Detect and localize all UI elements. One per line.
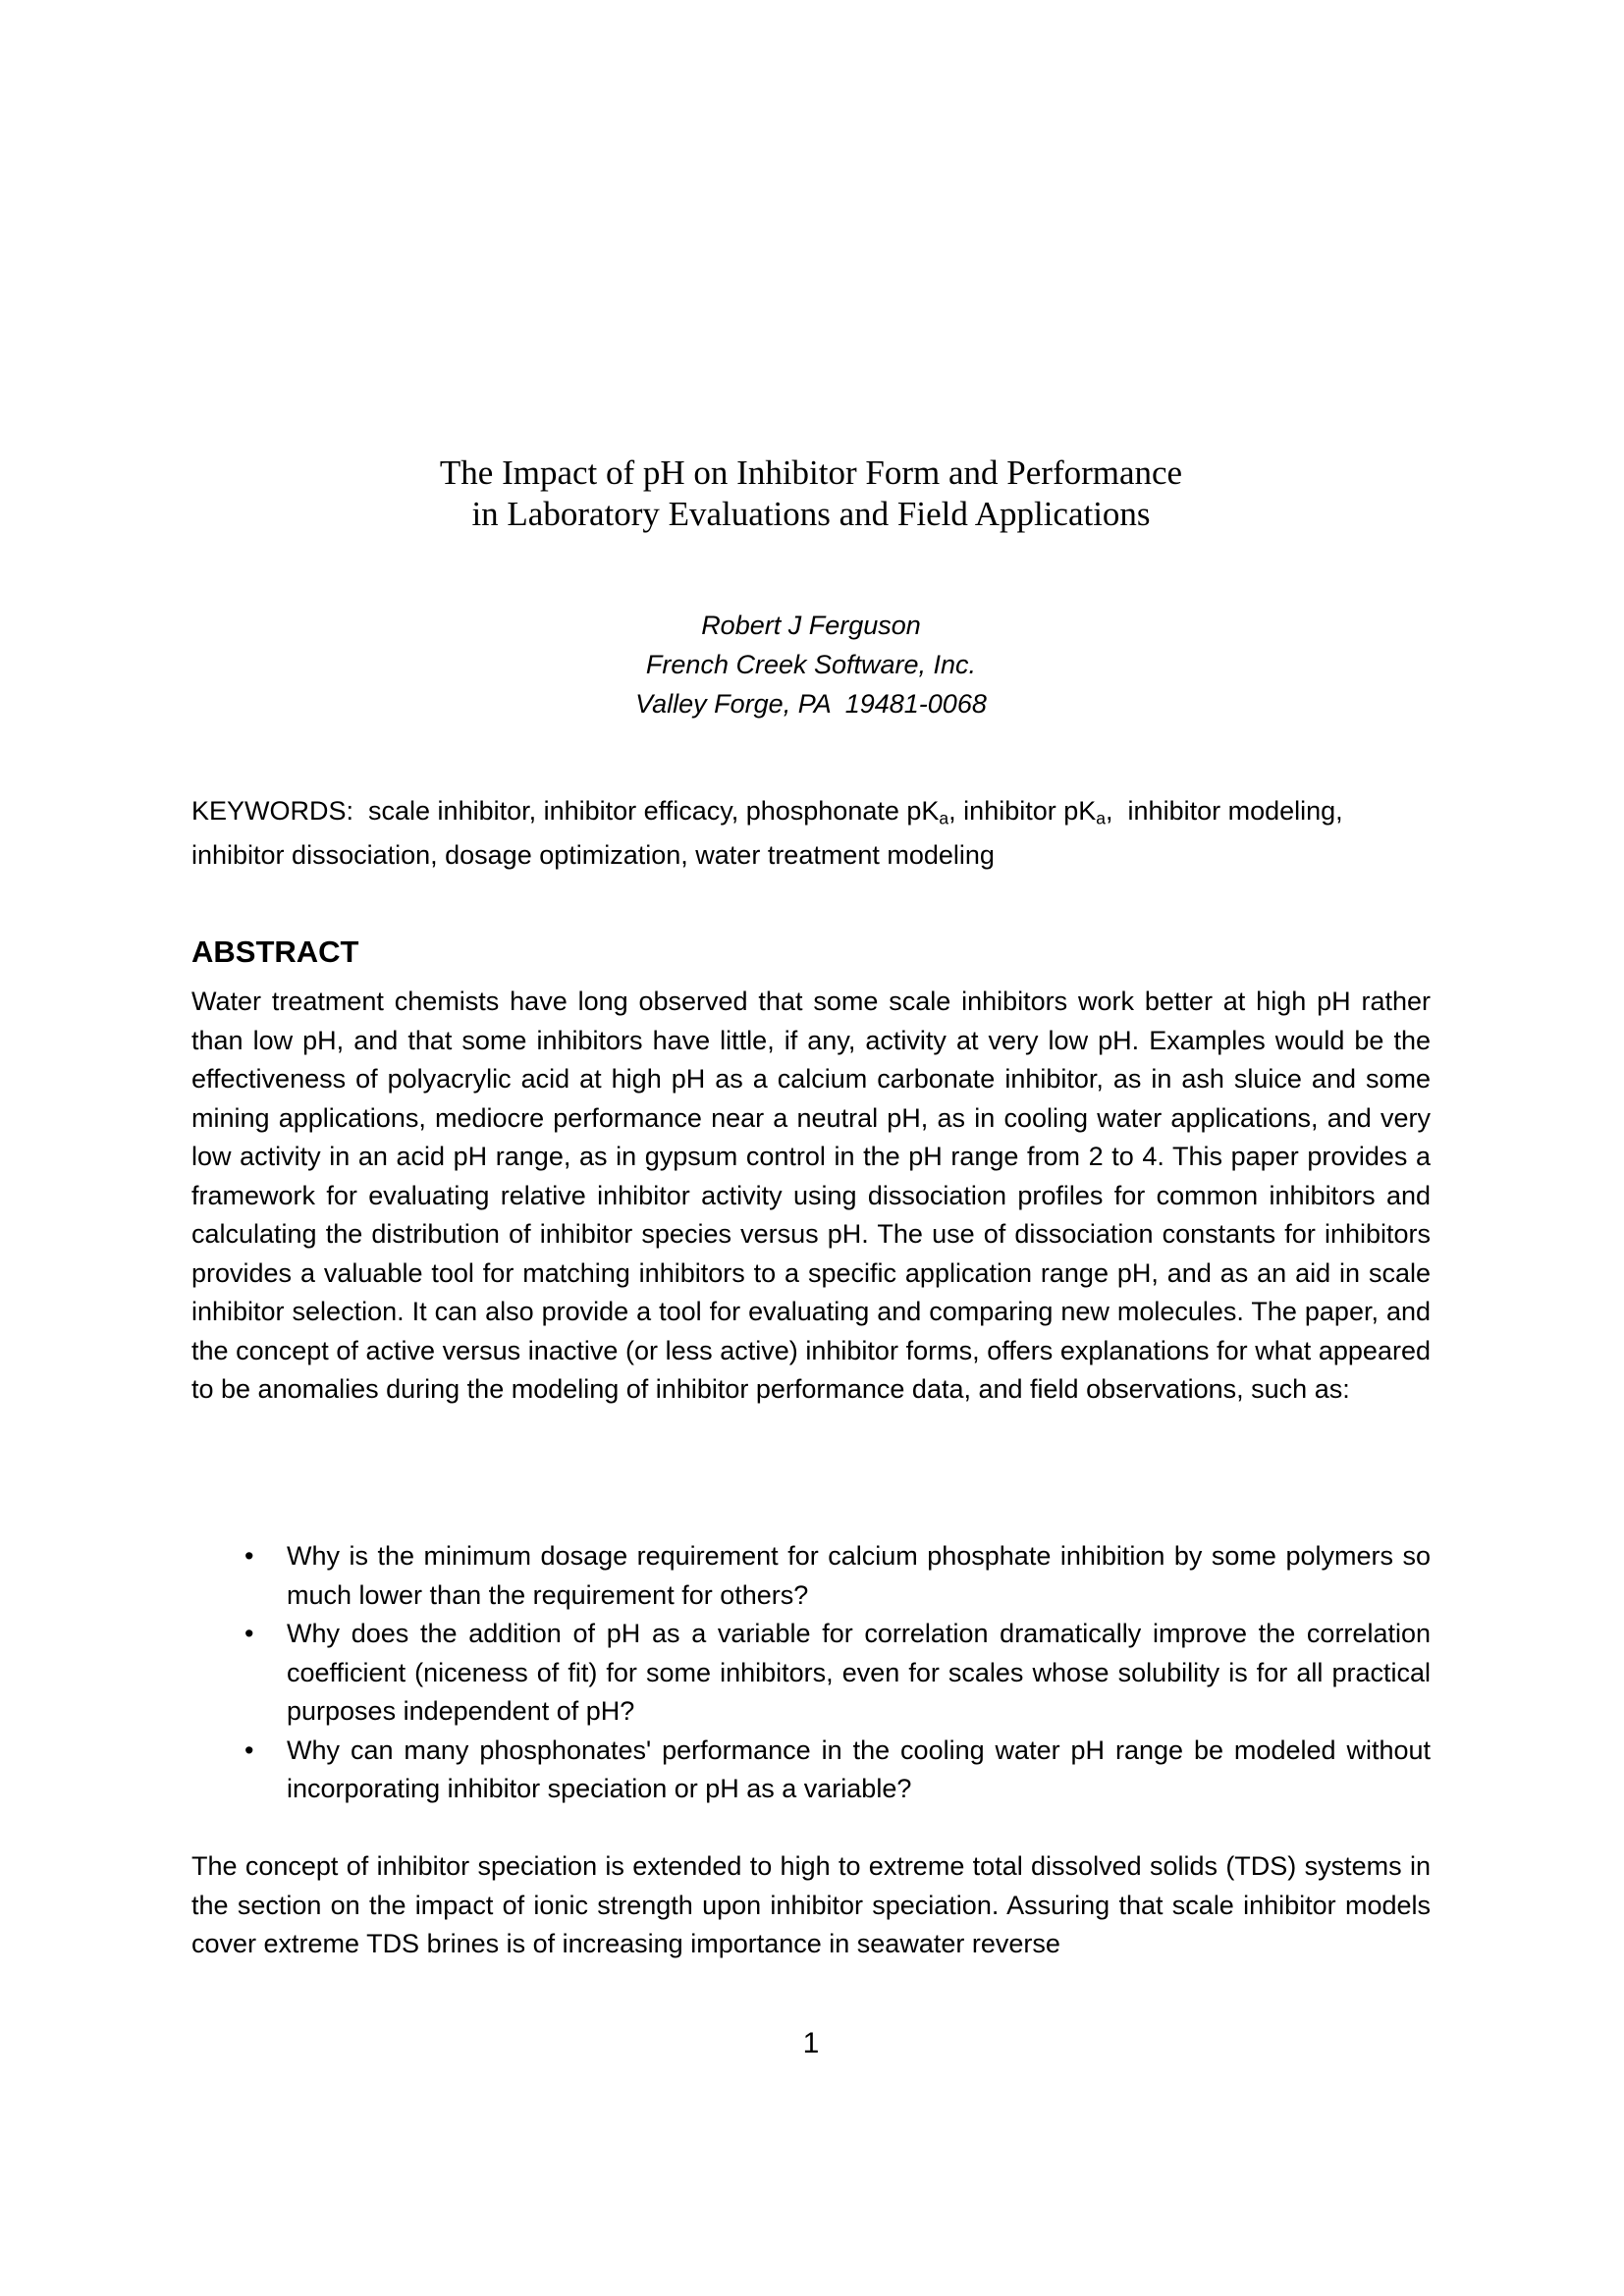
- author-company: French Creek Software, Inc.: [645, 650, 977, 679]
- keywords-text: KEYWORDS: scale inhibitor, inhibitor efficacy, phosphonate pK: [191, 796, 940, 826]
- bullet-icon: •: [244, 1619, 254, 1648]
- author-name: Robert J Ferguson: [701, 611, 921, 640]
- list-item: [191, 1732, 1431, 1809]
- abstract-paragraph: Water treatment chemists have long observed that some scale inhibitors work better at high pH rather than low pH, and that some inhibitors have little, if any, activity at very low pH. Examples would be the effectiveness of polyacrylic acid at high pH as a calcium carbonate inhibitor, as in ash sluice and some mining applications, mediocre performance near a neutral pH, as in cooling water applications, and very low activity in an acid pH range, as in gypsum control in the pH range from 2 to 4. This paper provides a framework for evaluating relative inhibitor activity using dissociation profiles for common inhibitors and calculating the distribution of inhibitor species versus pH. The use of dissociation constants for inhibitors provides a valuable tool for matching inhibitors to a specific application range pH, and as an aid in scale inhibitor selection. It can also provide a tool for evaluating and comparing new molecules. The paper, and the concept of active versus inactive (or less active) inhibitor forms, offers explanations for what appeared to be anomalies during the modeling of inhibitor performance data, and field observations, such as:: [191, 987, 1431, 1404]
- list-item-text: Why can many phosphonates' performance in the cooling water pH range be modeled without incorporating inhibitor speciation or pH as a variable?: [287, 1735, 1431, 1803]
- paper-title-line-1: The Impact of pH on Inhibitor Form and Performance: [439, 454, 1183, 492]
- bullet-list: [191, 1537, 1431, 1809]
- list-item-text: Why does the addition of pH as a variable for correlation dramatically improve the correlation coefficient (niceness of fit) for some inhibitors, even for scales whose solubility is for all practical purposes independent of pH?: [287, 1619, 1431, 1726]
- page-number: 1: [802, 2027, 820, 2059]
- list-item-text: Why is the minimum dosage requirement for calcium phosphate inhibition by some polymers so much lower than the requirement for others?: [287, 1541, 1431, 1610]
- paper-title: [191, 453, 1431, 535]
- keywords-subscript-a: a: [1096, 808, 1107, 828]
- bullet-icon: •: [244, 1541, 254, 1571]
- abstract-heading: ABSTRACT: [191, 934, 359, 969]
- keywords-text: , inhibitor modeling, inhibitor dissociation, dosage optimization, water treatment modeling: [191, 796, 1351, 870]
- keywords-subscript-a: a: [939, 808, 949, 828]
- paper-title-line-2: in Laboratory Evaluations and Field Applications: [471, 495, 1151, 533]
- author-location: Valley Forge, PA 19481-0068: [635, 689, 987, 719]
- keywords-paragraph: [191, 789, 1431, 878]
- list-item: [191, 1537, 1431, 1615]
- author-block: [191, 606, 1431, 723]
- bullet-icon: •: [244, 1735, 254, 1765]
- list-item: [191, 1615, 1431, 1732]
- keywords-text: , inhibitor pK: [948, 796, 1097, 826]
- closing-paragraph: The concept of inhibitor speciation is extended to high to extreme total dissolved solids (TDS) systems in the section on the impact of ionic strength upon inhibitor speciation. Assuring that scale inhibitor models cover extreme TDS brines is of increasing importance in seawater reverse: [191, 1851, 1431, 1958]
